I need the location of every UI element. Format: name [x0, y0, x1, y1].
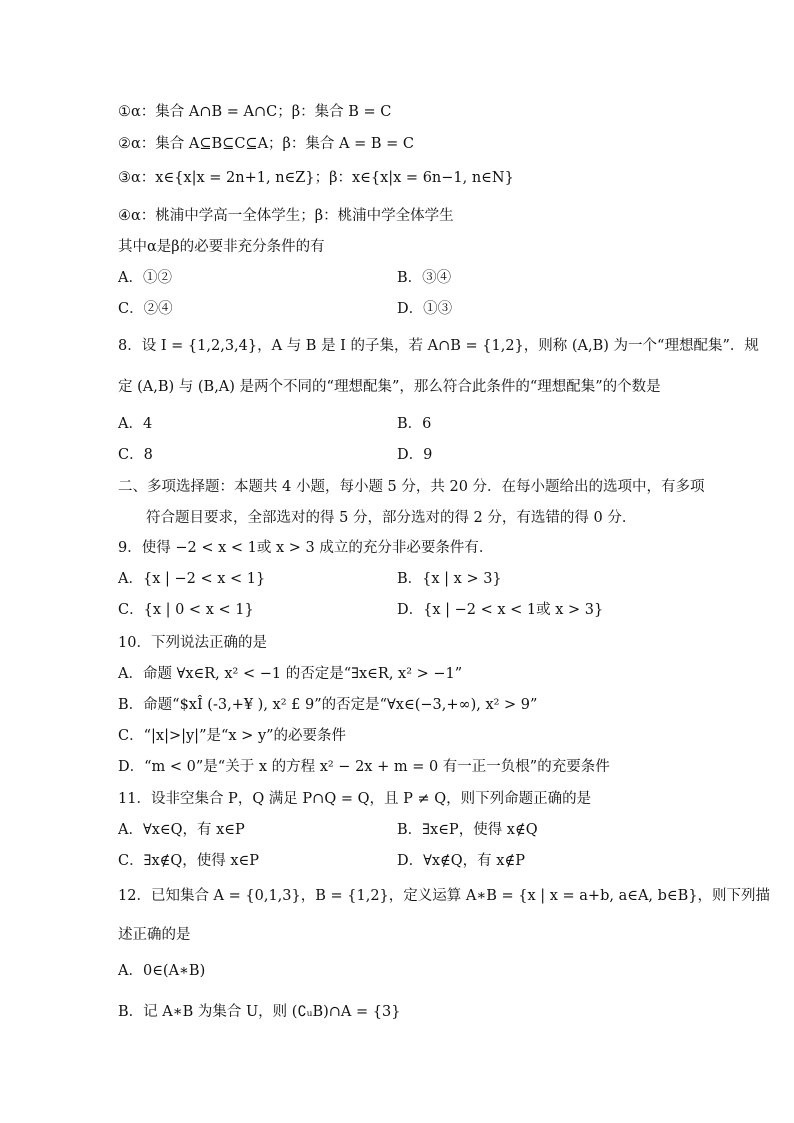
condition-3: ③α：x∈{x|x = 2n+1, n∈Z}；β：x∈{x|x = 6n−1, n∈N}: [118, 170, 514, 186]
q8-option-c: C．8: [118, 447, 153, 463]
condition-2: ②α：集合 A⊆B⊆C⊆A；β：集合 A = B = C: [118, 136, 414, 152]
condition-1: ①α：集合 A∩B = A∩C；β：集合 B = C: [118, 104, 392, 120]
q7-option-b: B．③④: [397, 270, 452, 286]
q11-option-b: B．∃x∈P，使得 x∉Q: [397, 822, 538, 838]
q10-option-c: C．“|x|>|y|”是“x > y”的必要条件: [118, 728, 347, 744]
q7-stem: 其中α是β的必要非充分条件的有: [118, 239, 325, 255]
q12-stem-line2: 述正确的是: [118, 927, 191, 943]
q12-option-b: B．记 A∗B 为集合 U，则 (∁ᵤB)∩A = {3}: [118, 1004, 401, 1020]
q8-stem-line1: 8．设 I = {1,2,3,4}，A 与 B 是 I 的子集，若 A∩B = {1,2}，则称 (A,B) 为一个“理想配集”．规: [118, 338, 759, 354]
q8-option-a: A．4: [118, 416, 153, 432]
q9-option-d: D．{x | −2 < x < 1或 x > 3}: [397, 602, 604, 618]
q7-option-c: C．②④: [118, 301, 173, 317]
q9-stem: 9．使得 −2 < x < 1或 x > 3 成立的充分非必要条件有．: [118, 540, 494, 556]
q8-option-d: D．9: [397, 447, 433, 463]
section2-heading-line2: 符合题目要求，全部选对的得 5 分，部分选对的得 2 分，有选错的得 0 分．: [146, 510, 637, 526]
q11-option-c: C．∃x∉Q，使得 x∈P: [118, 853, 260, 869]
q10-option-d: D．“m < 0”是“关于 x 的方程 x² − 2x + m = 0 有一正一负根”的充要条件: [118, 759, 610, 775]
q11-stem: 11．设非空集合 P，Q 满足 P∩Q = Q，且 P ≠ Q，则下列命题正确的是: [118, 791, 592, 807]
q12-stem-line1: 12．已知集合 A = {0,1,3}，B = {1,2}，定义运算 A∗B = {x | x = a+b, a∈A, b∈B}，则下列描: [118, 888, 771, 904]
section2-heading-line1: 二、多项选择题：本题共 4 小题，每小题 5 分，共 20 分．在每小题给出的选项中，有多项: [118, 479, 705, 495]
q11-option-d: D．∀x∉Q，有 x∉P: [397, 853, 525, 869]
q9-option-c: C．{x | 0 < x < 1}: [118, 602, 254, 618]
q10-option-a: A．命题 ∀x∈R, x² < −1 的否定是“∃x∈R, x² > −1”: [118, 666, 463, 682]
condition-4: ④α：桃浦中学高一全体学生；β：桃浦中学全体学生: [118, 208, 454, 224]
q8-option-b: B．6: [397, 416, 432, 432]
q9-option-a: A．{x | −2 < x < 1}: [118, 571, 266, 587]
q10-option-b: B．命题“$xÎ (-3,+¥ ), x² £ 9”的否定是“∀x∈(−3,+∞), x² > 9”: [118, 697, 538, 713]
q8-stem-line2: 定 (A,B) 与 (B,A) 是两个不同的“理想配集”，那么符合此条件的“理想配集”的个数是: [118, 379, 661, 395]
q9-option-b: B．{x | x > 3}: [397, 571, 502, 587]
q7-option-a: A．①②: [118, 270, 172, 286]
q7-option-d: D．①③: [397, 301, 453, 317]
q10-stem: 10．下列说法正确的是: [118, 635, 267, 651]
q11-option-a: A．∀x∈Q，有 x∈P: [118, 822, 245, 838]
q12-option-a: A．0∈(A∗B): [118, 963, 206, 979]
